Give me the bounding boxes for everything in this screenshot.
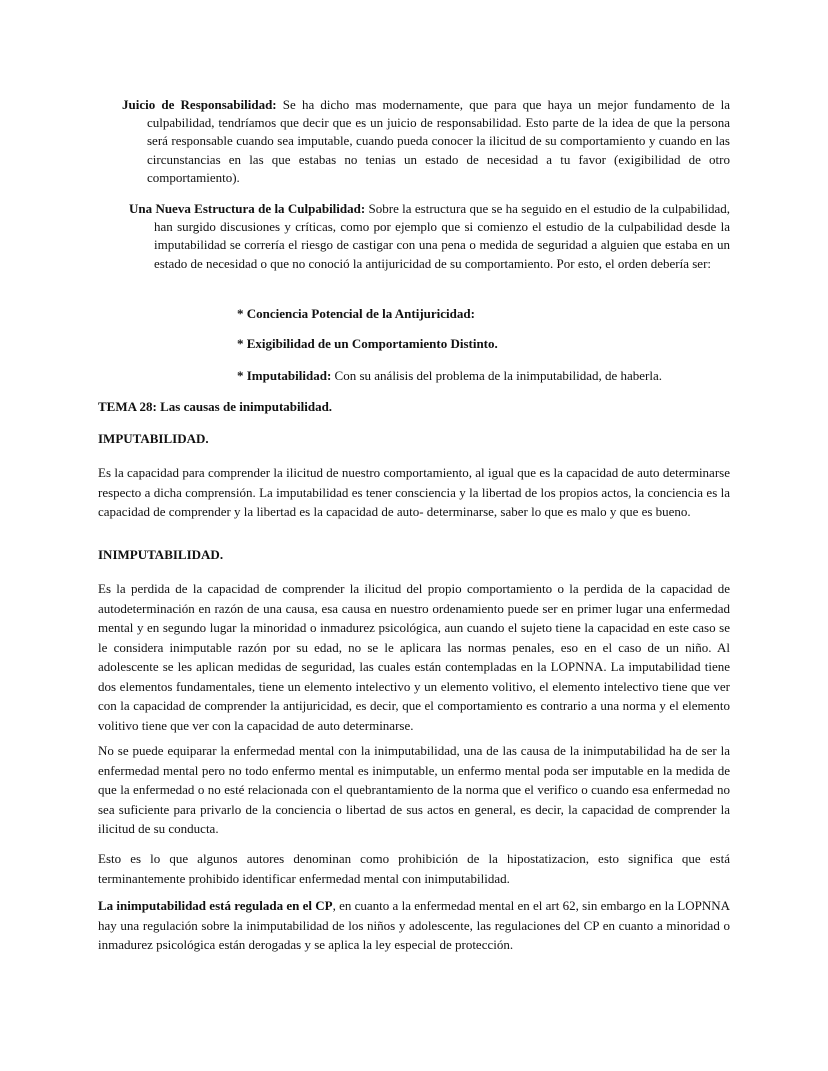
nueva-estructura-text: Sobre la estructura que se ha seguido en el estudio de la culpabilidad, han surgido discusiones y críticas, como por ejemplo que si comienzo el estudio de la culpabilidad desde la imputabilidad se correría el riesgo de castigar con una pena o medida de seguridad a alguien que estaba en un estado de necesidad o que no conoció la antijuricidad de su comportamiento. Por esto, el orden debería ser:: [154, 201, 731, 271]
regulacion-bold-lead: La inimputabilidad está regulada en el CP: [98, 898, 333, 913]
inimputabilidad-paragraph-2: No se puede equiparar la enfermedad mental con la inimputabilidad, una de las causa de la inimputabilidad ha de ser la enfermedad mental pero no todo enfermo mental es inimputable, un enfermo mental poda ser imputable en la medida de que la enfermedad o no esté relacionada con el quebrantamiento de la norma que el verifico o cuando esa enfermedad no sea suficiente para privarlo de la conciencia o libertad de sus actos en general, es decir, la capacidad de comprender la ilicitud de su conducta.: [98, 743, 730, 836]
regulacion-text: , en cuanto a la enfermedad mental en el art 62, sin embargo en la LOPNNA hay una regulación sobre la inimputabilidad de los niños y adolescente, las regulaciones del CP en cuanto a minoridad o inmadurez psicológica están derogadas y se aplica la ley especial de protección.: [98, 898, 730, 952]
tema-heading: TEMA 28: Las causas de inimputabilidad.: [98, 399, 333, 414]
juicio-responsabilidad-label: Juicio de Responsabilidad:: [122, 97, 277, 112]
bullet-exigibilidad-label: * Exigibilidad de un Comportamiento Distinto.: [237, 336, 498, 351]
bullet-exigibilidad: [237, 335, 498, 353]
bullet-imputabilidad-label: * Imputabilidad:: [237, 368, 332, 383]
bullet-conciencia: [237, 305, 475, 323]
juicio-responsabilidad-paragraph: [122, 96, 730, 187]
bullet-imputabilidad-text: Con su análisis del problema de la inimputabilidad, de haberla.: [331, 368, 662, 383]
inimputabilidad-heading: INIMPUTABILIDAD.: [98, 547, 224, 562]
juicio-responsabilidad-text: Se ha dicho mas modernamente, que para que haya un mejor fundamento de la culpabilidad, tendríamos que decir que es un juicio de responsabilidad. Esto parte de la idea de que la persona será responsable cuando sea imputable, cuando pueda conocer la ilicitud de su comportamiento y cuando en las circunstancias en las que estabas no tenias un estado de necesidad a tu favor (exigibilidad de otro comportamiento).: [147, 97, 730, 185]
imputabilidad-heading: IMPUTABILIDAD.: [98, 431, 209, 446]
bullet-imputabilidad: [237, 367, 662, 385]
nueva-estructura-paragraph: [129, 200, 731, 273]
imputabilidad-paragraph: Es la capacidad para comprender la ilicitud de nuestro comportamiento, al igual que es la capacidad de auto determinarse respecto a dicha comprensión. La imputabilidad es tener consciencia y la libertad de los propios actos, la conciencia es la capacidad de comprender y la libertad es la capacidad de auto- determinarse, saber lo que es malo y que es bueno.: [98, 465, 730, 519]
nueva-estructura-label: Una Nueva Estructura de la Culpabilidad:: [129, 201, 366, 216]
regulacion-paragraph: [98, 896, 730, 955]
inimputabilidad-paragraph-1: Es la perdida de la capacidad de comprender la ilicitud del propio comportamiento o la perdida de la capacidad de autodeterminación en razón de una causa, esa causa en nuestro ordenamiento puede ser en primer lugar una enfermedad mental y en segundo lugar la minoridad o inmadurez psicológica, aun cuando el sujeto tiene la capacidad en este caso se le considera inimputable razón por su edad, no se le aplicara las normas penales, eso en el caso de un niño. Al adolescente se les aplican medidas de seguridad, las cuales están contempladas en la LOPNNA. La imputabilidad tiene dos elementos fundamentales, tiene un elemento intelectivo y un elemento volitivo, el elemento intelectivo tiene que ver con la capacidad de comprender la antijuricidad, es decir, que el comportamiento es contrario a una norma y el elemento volitivo tiene que ver con la capacidad de auto determinarse.: [98, 581, 730, 733]
bullet-conciencia-label: * Conciencia Potencial de la Antijuricidad:: [237, 306, 475, 321]
hipostatizacion-paragraph: Esto es lo que algunos autores denominan como prohibición de la hipostatizacion, esto significa que está terminantemente prohibido identificar enfermedad mental con inimputabilidad.: [98, 851, 730, 886]
